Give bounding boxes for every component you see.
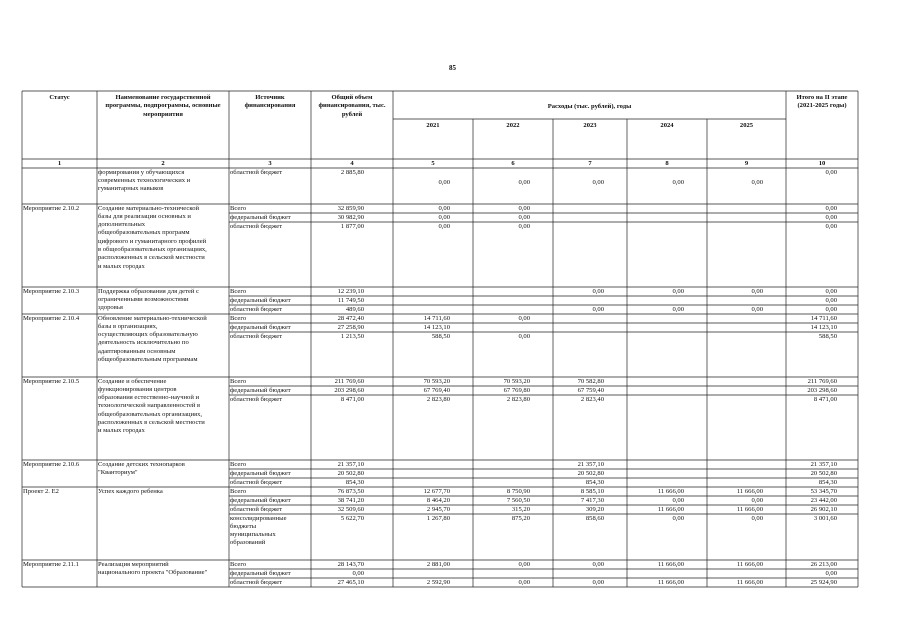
year-value: 21 357,10: [577, 460, 604, 468]
source-label: Всего: [230, 377, 247, 385]
total-value: 1 213,50: [340, 332, 364, 340]
row-name-line: национального проекта "Образование": [98, 568, 208, 576]
row-status: Мероприятие 2.11.1: [23, 560, 79, 568]
total-value: 27 258,90: [337, 323, 364, 331]
total-value: 12 239,10: [337, 287, 364, 295]
year-value: 858,60: [585, 514, 604, 522]
column-number: 4: [350, 159, 354, 167]
year-value: 12 677,70: [423, 487, 450, 495]
total-value: 28 143,70: [337, 560, 364, 568]
year-value: 0,00: [592, 287, 604, 295]
row-name-line: дополнительных: [98, 221, 146, 229]
stage-total-value: 0,00: [825, 168, 837, 176]
year-value: 0,00: [592, 178, 604, 186]
total-value: 211 769,60: [334, 377, 364, 385]
year-value: 1 267,80: [426, 514, 450, 522]
year-value: 14 123,10: [423, 323, 450, 331]
total-value: 20 502,80: [337, 469, 364, 477]
row-name-line: базы для реализации основных и: [98, 212, 191, 220]
row-name-line: гуманитарных навыков: [98, 185, 164, 193]
row-name-line: формирования у обучающихся: [98, 168, 185, 176]
year-value: 11 666,00: [736, 487, 763, 495]
year-value: 315,20: [511, 505, 530, 513]
year-value: 8 464,20: [426, 496, 450, 504]
column-number: 5: [431, 159, 435, 167]
row-name-line: Создание и обеспечение: [98, 377, 167, 385]
year-value: 0,00: [672, 305, 684, 313]
stage-total-value: 203 298,60: [807, 386, 837, 394]
year-value: 70 582,80: [577, 377, 604, 385]
header-name: Наименование государственной программы, подпрограммы, основные мероприятия: [105, 94, 221, 118]
year-value: 11 666,00: [657, 560, 684, 568]
year-value: 309,20: [585, 505, 604, 513]
source-label: областной бюджет: [230, 332, 283, 340]
year-value: 11 666,00: [657, 578, 684, 586]
stage-total-value: 211 769,60: [807, 377, 837, 385]
row-name-line: осуществляющих образовательную: [98, 331, 198, 339]
year-value: 0,00: [438, 204, 450, 212]
year-value: 0,00: [518, 178, 530, 186]
year-value: 2 823,80: [506, 395, 530, 403]
year-value: 67 759,40: [577, 386, 604, 394]
year-value: 2 823,40: [580, 395, 604, 403]
total-value: 8 471,00: [340, 395, 364, 403]
source-label: федеральный бюджет: [230, 323, 291, 331]
stage-total-value: 0,00: [825, 569, 837, 577]
row-name-line: общеобразовательных организациях,: [98, 410, 203, 418]
source-label: бюджеты: [230, 522, 257, 530]
source-label: областной бюджет: [230, 395, 283, 403]
year-value: 67 769,80: [503, 386, 530, 394]
year-value: 8 585,10: [580, 487, 604, 495]
stage-total-value: 23 442,00: [810, 496, 837, 504]
row-status: Мероприятие 2.10.3: [23, 287, 80, 295]
row-name-line: Поддержка образования для детей с: [98, 287, 199, 295]
stage-total-value: 25 924,90: [810, 578, 837, 586]
year-value: 0,00: [672, 514, 684, 522]
total-value: 32 509,60: [337, 505, 364, 513]
year-value: 0,00: [751, 514, 763, 522]
header-total: Общий объем финансирования, тыс. рублей: [318, 94, 386, 118]
year-value: 20 502,80: [577, 469, 604, 477]
row-name-line: адаптированным основным: [98, 347, 176, 355]
column-number: 3: [268, 159, 272, 167]
source-label: областной бюджет: [230, 305, 283, 313]
source-label: Всего: [230, 487, 247, 495]
row-name-line: Создание материально-технической: [98, 204, 200, 212]
year-value: 0,00: [438, 178, 450, 186]
stage-total-value: 0,00: [825, 222, 837, 230]
year-value: 2 881,00: [426, 560, 450, 568]
year-value: 0,00: [751, 287, 763, 295]
year-value: 7 417,30: [580, 496, 604, 504]
header-year: 2024: [660, 122, 674, 129]
row-name-line: в общеобразовательных организациях,: [98, 246, 207, 253]
year-value: 8 750,90: [506, 487, 530, 495]
row-name-line: функционирования центров: [98, 385, 177, 393]
stage-total-value: 0,00: [825, 296, 837, 304]
stage-total-value: 0,00: [825, 213, 837, 221]
row-name-line: современных технологических и: [98, 176, 191, 184]
year-value: 11 666,00: [736, 505, 763, 513]
total-value: 489,60: [345, 305, 364, 313]
source-label: муниципальных: [230, 531, 276, 539]
stage-total-value: 14 123,10: [810, 323, 837, 331]
row-name-line: Успех каждого ребенка: [98, 487, 163, 495]
source-label: федеральный бюджет: [230, 569, 291, 577]
header-expenses: Расходы (тыс. рублей), годы: [547, 103, 632, 110]
source-label: областной бюджет: [230, 478, 283, 486]
source-label: федеральный бюджет: [230, 296, 291, 304]
row-name-line: базы в организациях,: [98, 322, 158, 330]
source-label: областной бюджет: [230, 222, 283, 230]
header-year: 2025: [739, 122, 754, 129]
header-stage-total: Итого на II этапе (2021-2025 годы): [796, 94, 848, 110]
column-number: 2: [161, 159, 165, 167]
year-value: 11 666,00: [736, 578, 763, 586]
year-value: 0,00: [518, 560, 530, 568]
year-value: 0,00: [751, 496, 763, 504]
year-value: 0,00: [592, 560, 604, 568]
stage-total-value: 0,00: [825, 305, 837, 313]
source-label: Всего: [230, 460, 247, 468]
year-value: 0,00: [518, 204, 530, 212]
row-name-line: цифрового и гуманитарного профилей: [98, 237, 207, 245]
source-label: Всего: [230, 314, 247, 322]
header-status: Статус: [49, 94, 70, 101]
total-value: 30 982,90: [337, 213, 364, 221]
row-name-line: Обновление материально-технической: [98, 314, 207, 322]
row-status: Мероприятие 2.10.6: [23, 460, 80, 468]
row-name-line: "Кванториум": [98, 468, 138, 476]
header-year: 2021: [426, 122, 440, 129]
row-name-line: и малых городах: [98, 427, 145, 435]
year-value: 0,00: [751, 178, 763, 186]
source-label: федеральный бюджет: [230, 469, 291, 477]
year-value: 0,00: [518, 332, 530, 340]
stage-total-value: 588,50: [818, 332, 837, 340]
header-year: 2022: [506, 122, 520, 129]
year-value: 0,00: [672, 496, 684, 504]
column-number: 1: [57, 159, 62, 167]
year-value: 67 769,40: [423, 386, 450, 394]
year-value: 11 666,00: [657, 505, 684, 513]
year-value: 2 945,70: [426, 505, 450, 513]
total-value: 1 877,00: [340, 222, 364, 230]
stage-total-value: 8 471,00: [813, 395, 837, 403]
row-name-line: деятельность исключительно по: [98, 339, 189, 347]
source-label: Всего: [230, 560, 247, 568]
year-value: 11 666,00: [736, 560, 763, 568]
row-name-line: образования естественно-научной и: [98, 394, 200, 402]
stage-total-value: 854,30: [818, 478, 837, 486]
header-year: 2023: [583, 122, 597, 129]
column-number: 7: [588, 159, 592, 167]
total-value: 854,30: [345, 478, 364, 486]
total-value: 27 465,10: [337, 578, 364, 586]
row-status: Проект 2. Е2: [23, 487, 59, 495]
source-label: Всего: [230, 204, 247, 212]
total-value: 2 885,80: [340, 168, 364, 176]
stage-total-value: 21 357,10: [810, 460, 837, 468]
total-value: 203 298,60: [334, 386, 364, 394]
year-value: 588,50: [431, 332, 450, 340]
column-number: 9: [744, 159, 749, 167]
year-value: 0,00: [592, 578, 604, 586]
source-label: федеральный бюджет: [230, 496, 291, 504]
year-value: 2 592,90: [426, 578, 450, 586]
total-value: 5 622,70: [340, 514, 364, 522]
row-status: Мероприятие 2.10.2: [23, 204, 80, 212]
row-status: Мероприятие 2.10.5: [23, 377, 80, 385]
total-value: 28 472,40: [337, 314, 364, 322]
stage-total-value: 26 902,10: [810, 505, 837, 513]
source-label: образований: [230, 539, 266, 547]
source-label: областной бюджет: [230, 505, 283, 513]
total-value: 76 873,50: [337, 487, 364, 495]
year-value: 14 711,60: [423, 314, 450, 322]
stage-total-value: 53 345,70: [810, 487, 837, 495]
page-number: 85: [449, 64, 456, 72]
year-value: 0,00: [518, 314, 530, 322]
stage-total-value: 14 711,60: [810, 314, 837, 322]
stage-total-value: 26 213,00: [810, 560, 837, 568]
source-label: консолидированные: [230, 514, 287, 522]
row-name-line: общеобразовательных программ: [98, 229, 190, 237]
header-source: Источник финансирования: [244, 94, 296, 110]
stage-total-value: 3 001,60: [813, 514, 837, 522]
stage-total-value: 20 502,80: [810, 469, 837, 477]
column-number: 6: [511, 159, 515, 167]
stage-total-value: 0,00: [825, 287, 837, 295]
column-number: 8: [665, 159, 669, 167]
total-value: 21 357,10: [337, 460, 364, 468]
year-value: 854,30: [585, 478, 604, 486]
total-value: 11 749,50: [337, 296, 364, 304]
row-name-line: общеобразовательным программам: [98, 356, 198, 363]
year-value: 0,00: [672, 287, 684, 295]
row-name-line: Создание детских технопарков: [98, 460, 185, 468]
year-value: 0,00: [518, 213, 530, 221]
total-value: 38 741,20: [337, 496, 364, 504]
year-value: 875,20: [511, 514, 530, 522]
source-label: федеральный бюджет: [230, 386, 291, 394]
year-value: 0,00: [438, 213, 450, 221]
year-value: 0,00: [592, 305, 604, 313]
row-name-line: расположенных в сельской местности: [98, 254, 205, 262]
source-label: областной бюджет: [230, 578, 283, 586]
row-name-line: Реализация мероприятий: [98, 560, 169, 568]
source-label: Всего: [230, 287, 247, 295]
row-name-line: расположенных в сельской местности: [98, 419, 205, 426]
column-number: 10: [818, 159, 826, 167]
year-value: 0,00: [438, 222, 450, 230]
year-value: 2 823,80: [426, 395, 450, 403]
row-name-line: здоровья: [98, 304, 123, 312]
year-value: 0,00: [672, 178, 684, 186]
year-value: 0,00: [518, 578, 530, 586]
year-value: 11 666,00: [657, 487, 684, 495]
year-value: 70 593,20: [503, 377, 530, 385]
row-name-line: ограниченными возможностями: [98, 295, 189, 303]
row-name-line: и малых городах: [98, 262, 145, 270]
year-value: 7 560,50: [506, 496, 530, 504]
year-value: 0,00: [751, 305, 763, 313]
total-value: 0,00: [352, 569, 364, 577]
year-value: 0,00: [518, 222, 530, 230]
source-label: областной бюджет: [230, 168, 283, 176]
source-label: федеральный бюджет: [230, 213, 291, 221]
row-name-line: технологической направленностей в: [98, 402, 201, 410]
year-value: 70 593,20: [423, 377, 450, 385]
row-status: Мероприятие 2.10.4: [23, 314, 80, 322]
total-value: 32 859,90: [337, 204, 364, 212]
stage-total-value: 0,00: [825, 204, 837, 212]
